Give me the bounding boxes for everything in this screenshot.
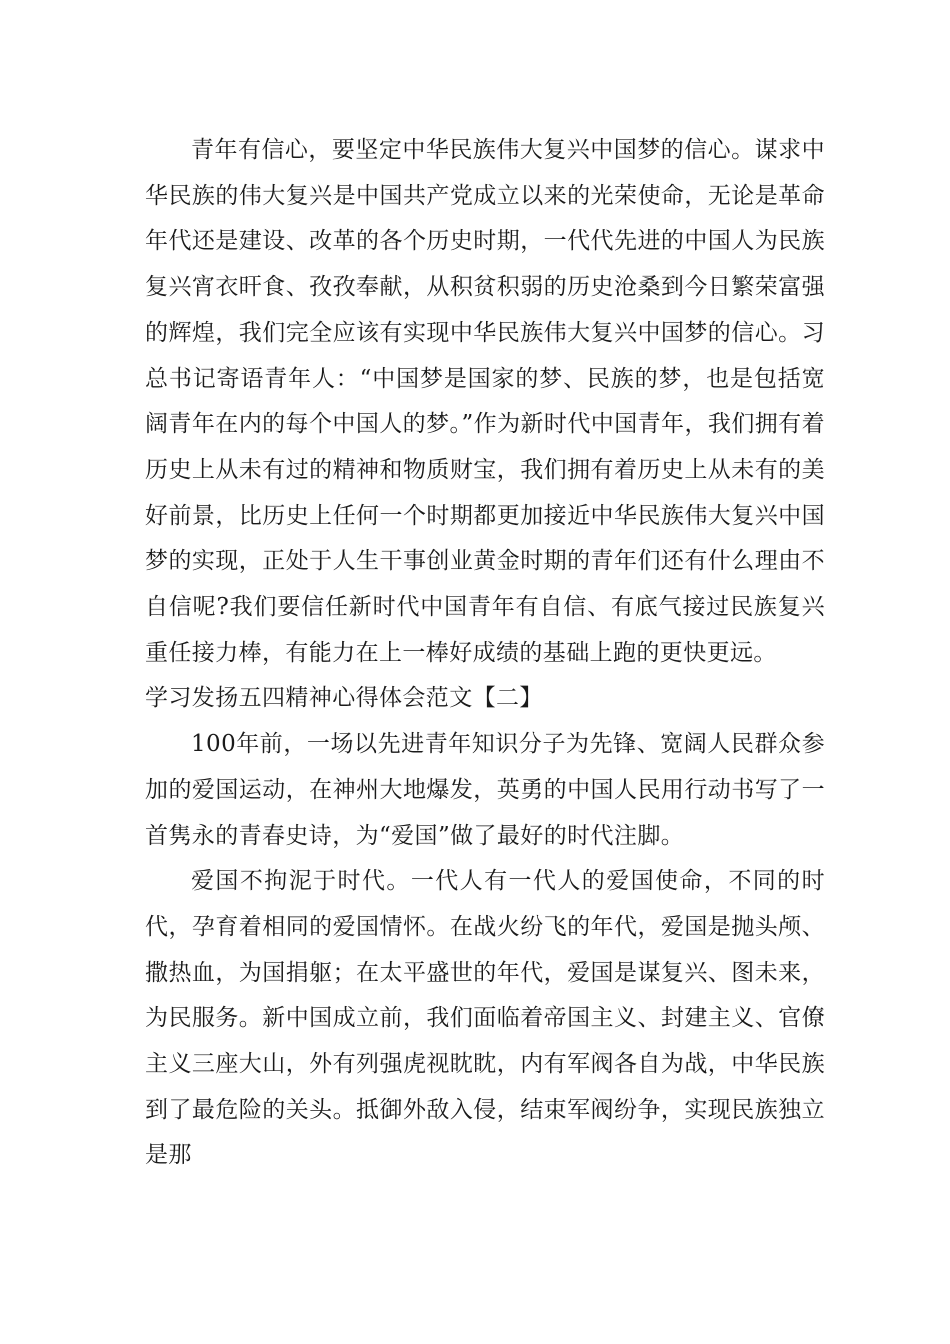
section-heading: 学习发扬五四精神心得体会范文【二】	[145, 685, 543, 712]
document-body	[145, 128, 825, 1179]
paragraph-100-years-ago: 100年前，一场以先进青年知识分子为先锋、宽阔人民群众参加的爱国运动，在神州大地爆发，英勇的中国人民用行动书写了一首隽永的青春史诗，为“爱国”做了最好的时代注脚。	[145, 731, 825, 849]
paragraph-patriotism-era: 爱国不拘泥于时代。一代人有一代人的爱国使命，不同的时代，孕育着相同的爱国情怀。在战火纷飞的年代，爱国是抛头颅、撒热血，为国捐躯；在太平盛世的年代，爱国是谋复兴、图未来，为民服务。新中国成立前，我们面临着帝国主义、封建主义、官僚主义三座大山，外有列强虎视眈眈，内有军阀各自为战，中华民族到了最危险的关头。抵御外敌入侵，结束军阀纷争，实现民族独立是那	[145, 868, 825, 1169]
paragraph-youth-confidence: 青年有信心，要坚定中华民族伟大复兴中国梦的信心。谋求中华民族的伟大复兴是中国共产党成立以来的光荣使命，无论是革命年代还是建设、改革的各个历史时期，一代代先进的中国人为民族复兴宵衣旰食、孜孜奉献，从积贫积弱的历史沧桑到今日繁荣富强的辉煌，我们完全应该有实现中华民族伟大复兴中国梦的信心。习总书记寄语青年人：“中国梦是国家的梦、民族的梦，也是包括宽阔青年在内的每个中国人的梦。”作为新时代中国青年，我们拥有着历史上从未有过的精神和物质财宝，我们拥有着历史上从未有的美好前景，比历史上任何一个时期都更加接近中华民族伟大复兴中国梦的实现，正处于人生干事创业黄金时期的青年们还有什么理由不自信呢?我们要信任新时代中国青年有自信、有底气接过民族复兴重任接力棒，有能力在上一棒好成绩的基础上跑的更快更远。	[145, 137, 825, 666]
